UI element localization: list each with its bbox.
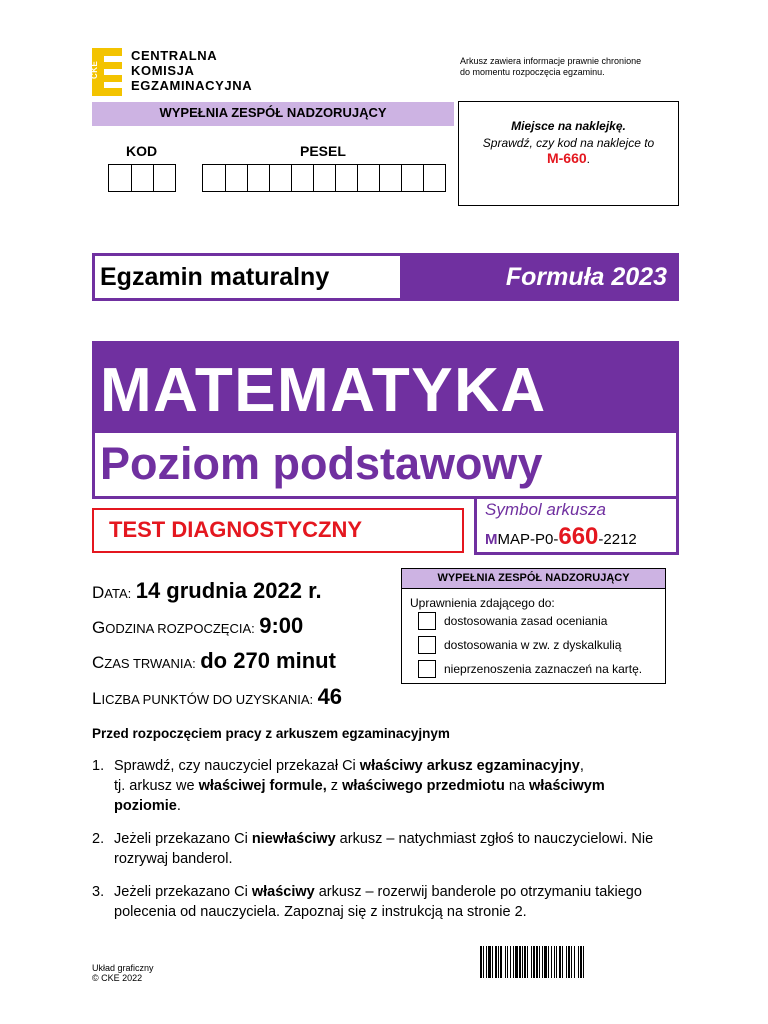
sticker-title: Miejsce na naklejkę. [511,119,626,133]
exam-banner [92,253,679,301]
sticker-code-value: M-660 [546,150,587,166]
points-label: ICZBA PUNKTÓW DO UZYSKANIA: [101,692,314,707]
sticker-area [458,101,679,206]
symbol-number: 660 [558,523,599,550]
points-value: 46 [317,684,343,709]
exam-points [92,684,342,710]
accommodation-label: dostosowania w zw. z dyskalkulią [444,638,622,652]
duration-label-cap: C [92,653,105,672]
symbol-code [485,523,637,551]
sticker-code [459,150,678,166]
instruction-number: 3. [92,884,105,900]
accommodation-option [418,612,607,630]
accommodation-label: nieprzenoszenia zaznaczeń na kartę. [444,662,643,676]
accommodation-checkbox[interactable] [418,660,436,678]
instruction-text: Jeżeli przekazano Ci niewłaściwy arkusz – natychmiast zgłoś to nauczycielowi. Nie rozrywaj banderol. [114,831,654,867]
notice-line-2: do momentu rozpoczęcia egzaminu. [460,67,605,77]
kod-input-boxes[interactable] [108,164,176,192]
date-label: ATA: [104,586,132,601]
cke-logo-mark [92,48,122,96]
instructions-heading: Przed rozpoczęciem pracy z arkuszem egzaminacyjnym [92,726,450,741]
instructions-list [92,756,668,935]
footer-line-1: Układ graficzny [92,963,154,973]
instruction-number: 2. [92,831,105,847]
confidential-notice [460,56,690,78]
notice-line-1: Arkusz zawiera informacje prawnie chronione [460,56,642,66]
date-value: 14 grudnia 2022 r. [135,578,322,603]
date-label-cap: D [92,583,105,602]
exam-duration [92,648,336,674]
sticker-code-dot: . [586,152,591,166]
kod-label: KOD [126,143,158,159]
exam-name: Egzamin maturalny [95,256,400,298]
barcode [480,946,669,978]
sticker-instruction: Sprawdź, czy kod na naklejce to [482,136,655,150]
logo-mark-text: CKE [90,60,99,79]
duration-value: do 270 minut [200,648,336,673]
footer-credits [92,963,154,983]
symbol-prefix: MAP-P0- [497,531,559,548]
instruction-text: Sprawdź, czy nauczyciel przekazał Ci właściwy arkusz egzaminacyjny, tj. arkusz we właściwej formule, z właściwego przedmiotu na właściwym poziomie. [114,758,605,814]
level-box [95,433,676,496]
accommodation-checkbox[interactable] [418,612,436,630]
instruction-number: 1. [92,758,105,774]
accommodation-option [418,636,621,654]
symbol-prefix-letter: M [485,531,498,548]
test-type: TEST DIAGNOSTYCZNY [92,508,464,553]
instruction-item [92,829,668,869]
start-label: ODZINA ROZPOCZĘCIA: [105,621,255,636]
supervisor-header: WYPEŁNIA ZESPÓŁ NADZORUJĄCY [92,102,454,126]
subject-level: Poziom podstawowy [100,438,543,489]
logo-line-1: CENTRALNA [131,48,218,63]
subject-banner [92,341,679,499]
subject-title: MATEMATYKA [100,356,547,425]
instruction-item [92,756,668,816]
accommodation-label: dostosowania zasad oceniania [444,614,608,628]
instruction-text: Jeżeli przekazano Ci właściwy arkusz – rozerwij banderole po otrzymaniu takiego polecenia od nauczyciela. Zapoznaj się z instrukcją na stronie 2. [114,884,642,920]
start-label-cap: G [92,618,106,637]
instruction-item [92,882,668,922]
symbol-suffix: -2212 [598,531,637,548]
symbol-label: Symbol arkusza [485,500,606,519]
accommodation-checkbox[interactable] [418,636,436,654]
duration-label: ZAS TRWANIA: [104,656,196,671]
exam-start-time [92,613,303,639]
logo-line-2: KOMISJA [131,63,195,78]
accommodation-option [418,660,642,678]
logo-text [131,48,252,93]
logo-line-3: EGZAMINACYJNA [131,78,253,93]
points-label-cap: L [92,689,102,708]
footer-line-2: © CKE 2022 [92,973,143,983]
start-value: 9:00 [259,613,304,638]
symbol-box [474,499,679,555]
pesel-label: PESEL [300,143,346,159]
exam-date [92,578,322,604]
accommodations-header: WYPEŁNIA ZESPÓŁ NADZORUJĄCY [402,569,665,589]
accommodations-intro: Uprawnienia zdającego do: [410,596,555,610]
exam-formula: Formuła 2023 [505,263,667,291]
pesel-input-boxes[interactable] [202,164,446,192]
cke-logo [92,48,267,98]
accommodations-box [401,568,666,684]
